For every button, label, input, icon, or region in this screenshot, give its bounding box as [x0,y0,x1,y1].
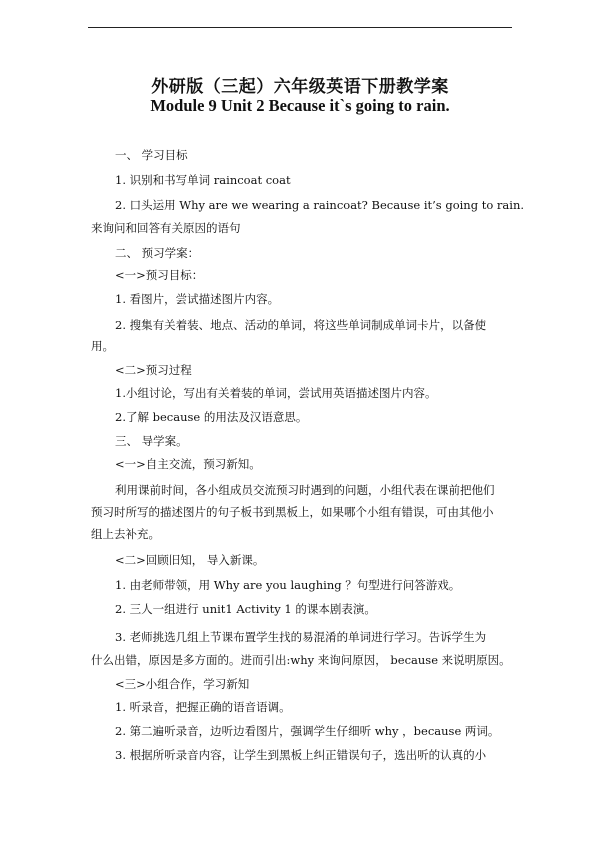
goal-item-2-line-1: 2. 口头运用 Why are we wearing a raincoat? Because it’s going to rain. [115,198,525,212]
document-subtitle: Module 9 Unit 2 Because it`s going to rain. [150,96,450,115]
preview-process-2: 2.了解 because 的用法及汉语意思。 [115,410,308,424]
preview-goal-2-line-2: 用。 [91,339,114,353]
review-item-3-line-2: 什么出错，原因是多方面的。进而引出:why 来询问原因， because 来说明原因。 [91,653,511,667]
guide-paragraph-line-3: 组上去补充。 [91,527,160,541]
cooperation-item-1: 1. 听录音，把握正确的语音语调。 [115,700,291,714]
goal-item-2-line-2: 来询问和回答有关原因的语句 [91,221,241,235]
section-heading-goals: 一、 学习目标 [115,148,188,162]
cooperation-item-3: 3. 根据所听录音内容，让学生到黑板上纠正错误句子，选出听的认真的小 [115,748,487,762]
preview-process-1: 1.小组讨论，写出有关着装的单词，尝试用英语描述图片内容。 [115,386,437,400]
review-item-1: 1. 由老师带领，用 Why are you laughing ？句型进行问答游戏。 [115,578,461,592]
subheading-self-exchange: <一>自主交流，预习新知。 [115,457,261,471]
guide-paragraph-line-1: 利用课前时间，各小组成员交流预习时遇到的问题，小组代表在课前把他们 [115,483,495,497]
guide-paragraph-line-2: 预习时所写的描述图片的句子板书到黑板上，如果哪个小组有错误，可由其他小 [91,505,494,519]
goal-item-1: 1. 识别和书写单词 raincoat coat [115,173,291,187]
subheading-preview-goals: <一>预习目标： [115,268,204,282]
preview-goal-1: 1. 看图片，尝试描述图片内容。 [115,292,280,306]
subheading-review: <二>回顾旧知， 导入新课。 [115,553,265,567]
document-title: 外研版（三起）六年级英语下册教学案 [151,77,449,97]
review-item-3-line-1: 3. 老师挑选几组上节课布置学生找的易混淆的单词进行学习。告诉学生为 [115,630,487,644]
preview-goal-2-line-1: 2. 搜集有关着装、地点、活动的单词，将这些单词制成单词卡片，以备使 [115,318,487,332]
subheading-preview-process: <二>预习过程 [115,363,192,377]
header-rule [88,27,512,28]
subheading-group-cooperation: <三>小组合作，学习新知 [115,677,250,691]
section-heading-preview: 二、 预习学案： [115,246,200,260]
review-item-2: 2. 三人一组进行 unit1 Activity 1 的课本剧表演。 [115,602,376,616]
cooperation-item-2: 2. 第二遍听录音，边听边看图片，强调学生仔细听 why ，because 两词。 [115,724,500,738]
section-heading-guide: 三、 导学案。 [115,434,188,448]
